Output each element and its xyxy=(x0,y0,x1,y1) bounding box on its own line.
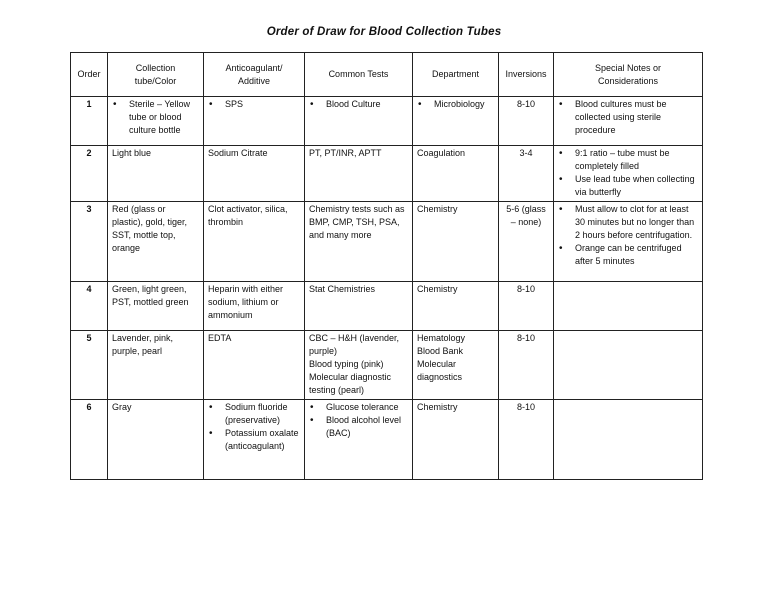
notes-cell xyxy=(554,282,703,331)
header-row xyxy=(71,53,703,97)
notes-cell xyxy=(554,331,703,400)
bullet-item: • Sodium fluoride (preservative) xyxy=(208,401,300,427)
tests-line: CBC – H&H (lavender, purple) xyxy=(309,333,400,356)
bullet-item: • Blood alcohol level (BAC) xyxy=(309,414,408,440)
table-row xyxy=(71,146,703,202)
tube-cell: Green, light green, PST, mottled green xyxy=(108,282,204,331)
header-special-notes: Special Notes or Considerations xyxy=(554,53,703,97)
bullet-item: • Glucose tolerance xyxy=(309,401,408,414)
notes-cell xyxy=(554,400,703,480)
document-title: Order of Draw for Blood Collection Tubes xyxy=(266,26,502,38)
department-cell: Chemistry xyxy=(413,202,499,282)
tube-cell xyxy=(108,97,204,146)
bullet-item: • Blood cultures must be collected using sterile procedure xyxy=(558,98,698,137)
tests-cell xyxy=(305,97,413,146)
additive-cell: Heparin with either sodium, lithium or ammonium xyxy=(204,282,305,331)
table-row xyxy=(71,400,703,480)
tube-cell: Lavender, pink, purple, pearl xyxy=(108,331,204,400)
tube-cell: Gray xyxy=(108,400,204,480)
notes-cell xyxy=(554,146,703,202)
tests-cell xyxy=(305,331,413,400)
header-collection-tube: Collection tube/Color xyxy=(108,53,204,97)
notes-cell xyxy=(554,202,703,282)
notes-cell xyxy=(554,97,703,146)
bullet-item: • Orange can be centrifuged after 5 minutes xyxy=(558,242,698,268)
table-row xyxy=(71,282,703,331)
header-inversions: Inversions xyxy=(499,53,554,97)
order-cell: 2 xyxy=(71,146,108,202)
department-cell: Coagulation xyxy=(413,146,499,202)
department-cell xyxy=(413,97,499,146)
table-row xyxy=(71,202,703,282)
order-cell: 4 xyxy=(71,282,108,331)
bullet-item: • Use lead tube when collecting via butterfly xyxy=(558,173,698,199)
inversions-cell: 8-10 xyxy=(499,282,554,331)
tests-cell: Chemistry tests such as BMP, CMP, TSH, PSA, and many more xyxy=(305,202,413,282)
department-line: Hematology xyxy=(417,333,466,343)
table-row xyxy=(71,97,703,146)
department-line: Blood Bank xyxy=(417,346,464,356)
bullet-item: • Sterile – Yellow tube or blood culture bottle xyxy=(112,98,199,137)
order-of-draw-table xyxy=(70,52,703,480)
tube-cell: Light blue xyxy=(108,146,204,202)
table-row xyxy=(71,331,703,400)
header-common-tests: Common Tests xyxy=(305,53,413,97)
order-cell: 1 xyxy=(71,97,108,146)
header-additive: Anticoagulant/ Additive xyxy=(204,53,305,97)
bullet-item: • SPS xyxy=(208,98,300,111)
department-cell xyxy=(413,331,499,400)
header-order: Order xyxy=(71,53,108,97)
inversions-cell: 8-10 xyxy=(499,97,554,146)
tests-line: Molecular diagnostic testing (pearl) xyxy=(309,372,392,395)
inversions-cell: 8-10 xyxy=(499,400,554,480)
inversions-cell: 8-10 xyxy=(499,331,554,400)
department-cell: Chemistry xyxy=(413,400,499,480)
bullet-item: • 9:1 ratio – tube must be completely filled xyxy=(558,147,698,173)
inversions-cell: 3-4 xyxy=(499,146,554,202)
additive-cell: EDTA xyxy=(204,331,305,400)
additive-cell: Clot activator, silica, thrombin xyxy=(204,202,305,282)
order-cell: 3 xyxy=(71,202,108,282)
tests-cell: Stat Chemistries xyxy=(305,282,413,331)
bullet-item: • Blood Culture xyxy=(309,98,408,111)
tests-cell xyxy=(305,400,413,480)
additive-cell: Sodium Citrate xyxy=(204,146,305,202)
additive-cell xyxy=(204,400,305,480)
order-cell: 5 xyxy=(71,331,108,400)
inversions-cell: 5-6 (glass – none) xyxy=(499,202,554,282)
tests-line: Blood typing (pink) xyxy=(309,359,384,369)
additive-cell xyxy=(204,97,305,146)
bullet-item: • Potassium oxalate (anticoagulant) xyxy=(208,427,300,453)
department-cell: Chemistry xyxy=(413,282,499,331)
header-department: Department xyxy=(413,53,499,97)
bullet-item: • Must allow to clot for at least 30 minutes but no longer than 2 hours before centrifugation. xyxy=(558,203,698,242)
tests-cell: PT, PT/INR, APTT xyxy=(305,146,413,202)
tube-cell: Red (glass or plastic), gold, tiger, SST, mottle top, orange xyxy=(108,202,204,282)
bullet-item: • Microbiology xyxy=(417,98,494,111)
order-cell: 6 xyxy=(71,400,108,480)
department-line: Molecular diagnostics xyxy=(417,359,463,382)
